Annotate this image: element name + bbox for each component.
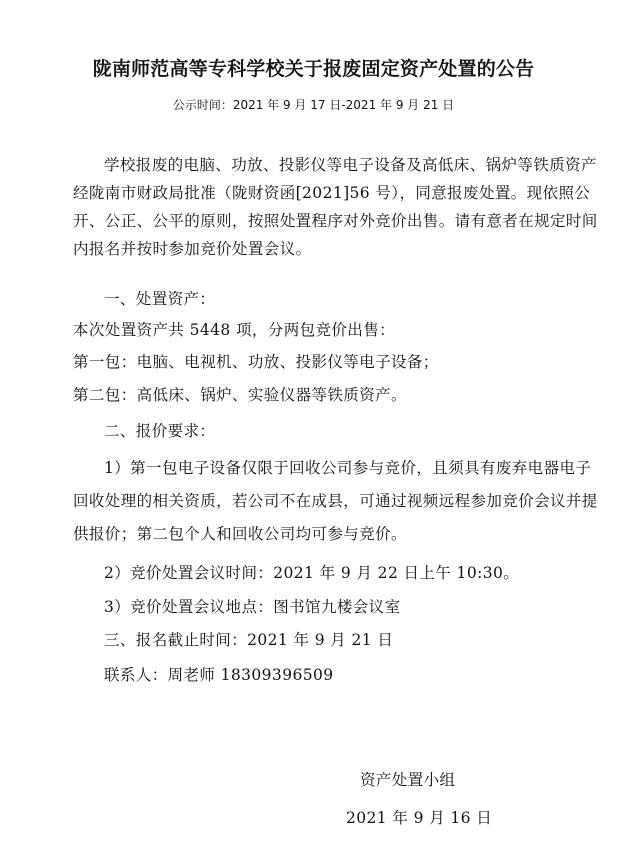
section1-summary: 本次处置资产共 5448 项，分两包竞价出售：	[73, 321, 396, 339]
section3-deadline: 三、报名截止时间：2021 年 9 月 21 日	[104, 631, 394, 649]
requirement1-paragraph: 1）第一包电子设备仅限于回收公司参与竞价，且须具有废弃电器电子回收处理的相关资质，若公司不在成县，可通过视频远程参加竞价会议并提供报价；第二包个人和回收公司均可参与竞价。	[73, 459, 598, 543]
signature-organization: 资产处置小组	[360, 771, 456, 789]
package1-line: 第一包：电脑、电视机、功放、投影仪等电子设备；	[73, 353, 439, 371]
intro-paragraph: 学校报废的电脑、功放、投影仪等电子设备及高低床、锅炉等铁质资产经陇南市财政局批准（陇财资函[2021]56 号），同意报废处置。现依照公开、公正、公平的原则，按照处置程序对外竞价出售。请有意者在规定时间内报名并按时参加竞价处置会议。	[73, 156, 598, 258]
section1-heading: 一、处置资产：	[104, 290, 216, 308]
section2-heading: 二、报价要求：	[104, 422, 216, 440]
publicity-time: 公示时间：2021 年 9 月 17 日-2021 年 9 月 21 日	[172, 98, 455, 112]
package2-line: 第二包：高低床、锅炉、实验仪器等铁质资产。	[73, 386, 407, 404]
contact-line: 联系人：周老师 18309396509	[104, 666, 334, 684]
requirement2-line: 2）竞价处置会议时间：2021 年 9 月 22 日上午 10:30。	[104, 564, 520, 582]
document-title: 陇南师范高等专科学校关于报废固定资产处置的公告	[92, 58, 535, 80]
signature-date: 2021 年 9 月 16 日	[346, 809, 493, 827]
requirement3-line: 3）竞价处置会议地点：图书馆九楼会议室	[104, 598, 401, 616]
